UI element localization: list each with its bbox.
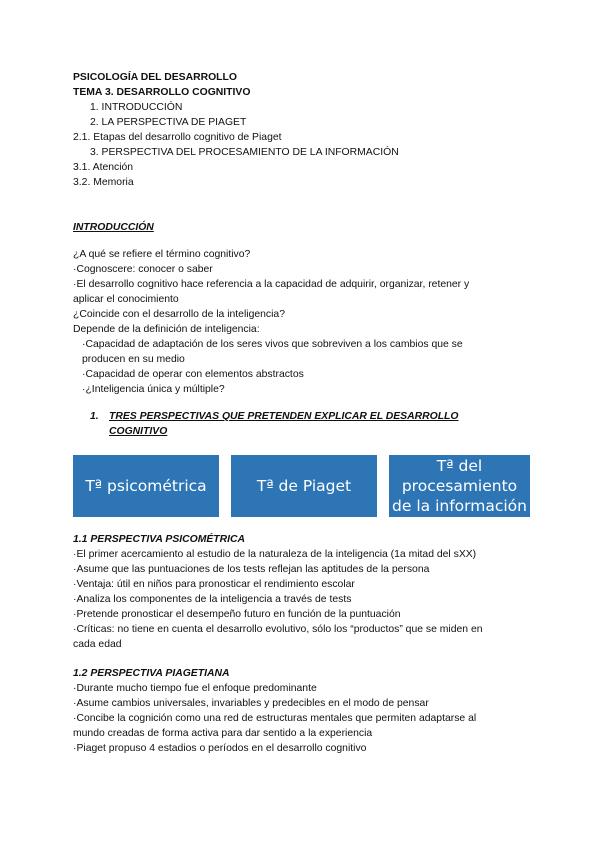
s11-line: ·Pretende pronosticar el desempeño futuro en función de la puntuación [73,609,401,620]
box-label: Tª de Piaget [256,477,352,495]
toc-item: 1. INTRODUCCIÓN [90,102,183,113]
intro-line: ·El desarrollo cognitivo hace referencia a la capacidad de adquirir, organizar, retener y [73,279,470,290]
section1-number: 1. [90,411,99,422]
box-procesamiento [389,455,530,517]
intro-line: ·Capacidad de operar con elementos abstractos [82,369,304,380]
toc-item: 3. PERSPECTIVA DEL PROCESAMIENTO DE LA INFORMACIÓN [90,147,399,158]
s11-line: ·Analiza los componentes de la inteligencia a través de tests [73,594,352,605]
s12-line: ·Piaget propuso 4 estadios o períodos en el desarrollo cognitivo [73,743,367,754]
intro-heading: INTRODUCCIÓN [73,222,154,233]
s11-line: cada edad [73,639,122,650]
tema-title: TEMA 3. DESARROLLO COGNITIVO [73,87,251,98]
s11-line: ·Críticas: no tiene en cuenta el desarrollo evolutivo, sólo los “productos” que se miden en [73,624,483,635]
intro-line: ·¿Inteligencia única y múltiple? [82,384,225,395]
s11-line: ·El primer acercamiento al estudio de la naturaleza de la inteligencia (1a mitad del sXX) [73,549,477,560]
s12-line: ·Durante mucho tiempo fue el enfoque predominante [73,683,317,694]
intro-line: ¿Coincide con el desarrollo de la inteligencia? [73,309,285,320]
toc-item: 2.1. Etapas del desarrollo cognitivo de Piaget [73,132,282,143]
s12-line: mundo creadas de forma activa para dar sentido a la experiencia [73,728,373,739]
intro-line: aplicar el conocimiento [73,294,179,305]
s11-line: ·Ventaja: útil en niños para pronosticar el rendimiento escolar [73,579,355,590]
s12-heading: 1.2 PERSPECTIVA PIAGETIANA [73,668,230,679]
box-psicometrica [73,455,219,517]
intro-line: ·Capacidad de adaptación de los seres vivos que sobreviven a los cambios que se [82,339,463,350]
intro-line: ·Cognoscere: conocer o saber [73,264,213,275]
intro-line: producen en su medio [82,354,185,365]
s12-line: ·Asume cambios universales, invariables y predecibles en el modo de pensar [73,698,429,709]
toc-item: 2. LA PERSPECTIVA DE PIAGET [90,117,247,128]
box-label: Tª del [436,457,483,475]
s12-line: ·Concibe la cognición como una red de estructuras mentales que permiten adaptarse al [73,713,477,724]
s11-line: ·Asume que las puntuaciones de los tests reflejan las aptitudes de la persona [73,564,430,575]
course-title: PSICOLOGÍA DEL DESARROLLO [73,72,237,83]
box-label: procesamiento [401,477,518,495]
box-label: Tª psicométrica [85,477,207,495]
intro-line: Depende de la definición de inteligencia: [73,324,260,335]
intro-line: ¿A qué se refiere el término cognitivo? [73,249,251,260]
section1-title: COGNITIVO [109,426,168,437]
section1-title: TRES PERSPECTIVAS QUE PRETENDEN EXPLICAR EL DESARROLLO [109,411,459,422]
s11-heading: 1.1 PERSPECTIVA PSICOMÉTRICA [73,534,246,545]
toc-item: 3.1. Atención [73,162,134,173]
box-piaget [231,455,377,517]
box-label: de la información [392,497,527,515]
toc-item: 3.2. Memoria [73,177,134,188]
